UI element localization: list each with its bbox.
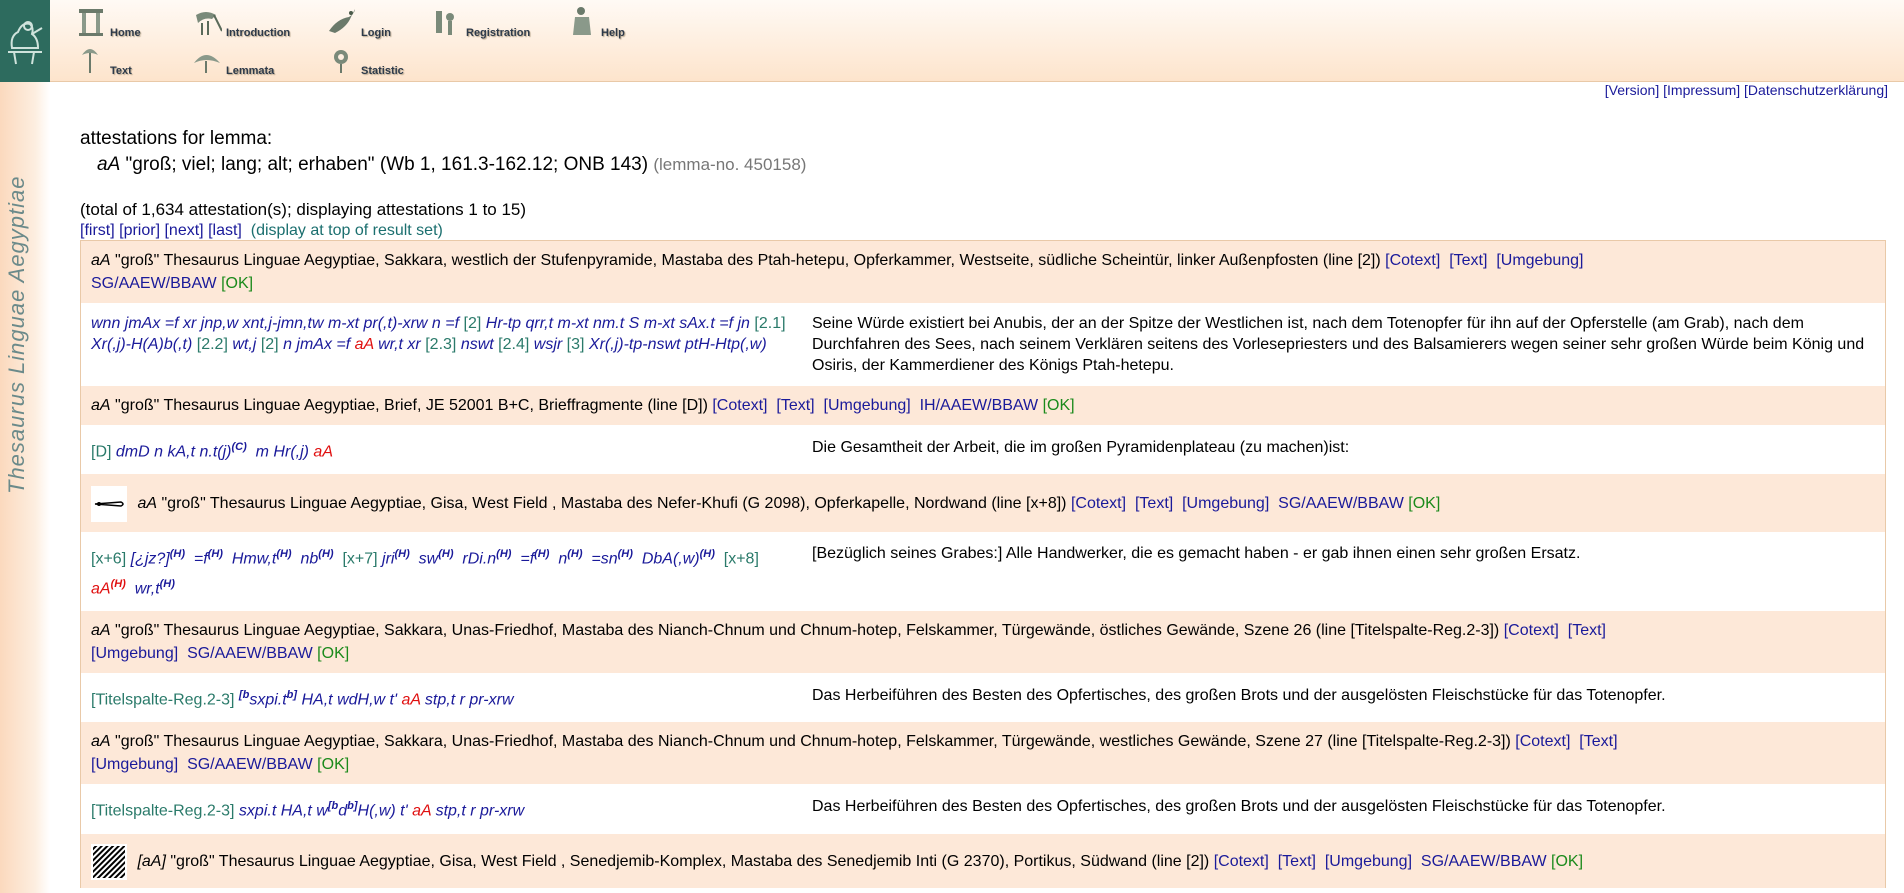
hieroglyph-icon — [91, 486, 127, 522]
cotext-link[interactable]: [Cotext] — [712, 397, 768, 414]
nav-home[interactable] — [76, 5, 141, 39]
papyrus-plant-icon — [76, 43, 106, 77]
cotext-link[interactable]: [Cotext] — [1515, 733, 1571, 751]
ok-status: [OK] — [317, 756, 350, 774]
pager-prior[interactable]: [prior] — [119, 222, 161, 239]
sidebar-title: Thesaurus Linguae Aegyptiae — [4, 175, 29, 494]
tla-logo[interactable] — [0, 0, 50, 82]
umgebung-link[interactable]: [Umgebung] — [823, 397, 911, 414]
attestation-row — [81, 784, 1885, 833]
cotext-link[interactable]: [Cotext] — [1213, 852, 1269, 870]
lemma-number: (lemma-no. 450158) — [653, 155, 807, 174]
hieroglyph-thumbnail[interactable] — [91, 844, 127, 880]
attestation-lemma: aA — [91, 733, 111, 751]
attestation-header — [81, 241, 1885, 303]
ok-status: [OK] — [221, 275, 254, 292]
nav-text-label: Text — [110, 65, 132, 77]
privacy-link[interactable]: [Datenschutzerklärung] — [1744, 82, 1888, 98]
umgebung-link[interactable]: [Umgebung] — [91, 644, 179, 662]
attestation-header — [81, 834, 1885, 888]
nav-registration-label: Registration — [466, 27, 531, 39]
main-content — [80, 128, 1886, 240]
impressum-link[interactable]: [Impressum] — [1663, 82, 1741, 98]
text-link[interactable]: [Text] — [1277, 852, 1316, 870]
pager-first[interactable]: [first] — [80, 222, 115, 239]
transliteration: [x+6] [¿jz?]$^{(H)}$ $=f^{(H)}$ $Hmw,t^{(H)}$ $nb^{(H)}$ [x+7] jri$^{(H)}$ $sw^{(H)}$ $rDi.n^{(H)} =f^{(H)}$ $n^{(H)} =sn^{(H)}$ $DbA(,w)^{(H)}$ [x+8] $aA^{(H)}$ $wr,t^{(H)}$ — [91, 548, 759, 597]
attestation-lemma: aA — [91, 621, 111, 639]
editor-link[interactable]: SG/AAEW/BBAW — [187, 756, 313, 774]
editor-link[interactable]: SG/AAEW/BBAW — [91, 275, 217, 292]
attestation-lemma: aA — [91, 252, 111, 269]
transliteration: [Titelspalte-Reg.2-3] sxpi.t HA,t $w^{[b}d^{b]}H(,w)$ t' aA stp,t r pr-xrw — [91, 800, 525, 820]
lotus-icon — [192, 43, 222, 77]
lemma-heading — [80, 154, 1886, 176]
scribe-tools-icon — [432, 5, 462, 39]
ibis-icon — [192, 5, 222, 39]
pager-last[interactable]: [last] — [208, 222, 242, 239]
attestation-lemma: [aA] — [137, 852, 166, 870]
transliteration: wnn jmAx =f xr jnp,w xnt,j-jmn,tw m-xt pr(,t)-xrw n =f [2] Hr-tp qrr,t m-xt nm.t S m-xt sAx.t =f jn [2.1] Xr(,j)-H(A)b(,t) [2.2] wt,j [2] n jmAx =f aA wr,t xr [2.3] nswt [2.4] wsjr [3] Xr(,j)-tp-nswt ptH-Htp(,w) — [91, 315, 786, 353]
hatched-lacuna-icon — [91, 844, 127, 880]
pager-next[interactable]: [next] — [164, 222, 204, 239]
lemma-meaning: "groß; viel; lang; alt; erhaben" (Wb 1, 161.3-162.12; ONB 143) — [125, 154, 649, 175]
attestation-header — [81, 386, 1885, 425]
nav-lemmata[interactable] — [192, 43, 274, 77]
translation: Die Gesamtheit der Arbeit, die im großen Pyramidenplateau (zu machen)ist: — [812, 439, 1350, 456]
cotext-link[interactable]: [Cotext] — [1385, 252, 1441, 269]
highlighted-lemma: aA — [354, 336, 374, 353]
scribe-logo-icon — [4, 8, 46, 72]
left-sidebar — [0, 82, 50, 893]
cotext-link[interactable]: [Cotext] — [1070, 495, 1127, 513]
attestation-row — [81, 532, 1885, 611]
attestation-source: "groß" Thesaurus Linguae Aegyptiae, Sakkara, Unas-Friedhof, Mastaba des Nianch-Chnum und Chnum-hotep, Felskammer, Türgewände, westliches Gewände, Szene 27 (line [Titelspalte-Reg.2-3]) — [115, 733, 1511, 751]
translation: Das Herbeiführen des Besten des Opfertisches, des großen Brots und der ausgelösten Fleischstücke für das Totenopfer. — [812, 798, 1666, 816]
nav-lemmata-label: Lemmata — [226, 65, 275, 77]
ok-status: [OK] — [317, 644, 350, 662]
translation: [Bezüglich seines Grabes:] Alle Handwerker, die es gemacht haben - er gab ihnen einen sehr großen Ersatz. — [812, 545, 1581, 563]
version-link[interactable]: [Version] — [1604, 82, 1660, 98]
nav-login[interactable] — [327, 5, 391, 39]
top-links — [1605, 82, 1888, 98]
attestation-lemma: aA — [91, 397, 111, 414]
nav-introduction[interactable] — [192, 5, 290, 39]
editor-link[interactable]: SG/AAEW/BBAW — [187, 644, 313, 662]
highlighted-lemma: aA — [401, 691, 421, 709]
nav-text[interactable] — [76, 43, 132, 77]
translation: Seine Würde existiert bei Anubis, der an der Spitze der Westlichen ist, nach dem Totenopfer für ihn auf der Opferstelle (am Grab), nach dem Durchfahren des Sees, nach seinem Verklären seitens des Vorlesepriesters und des Balsamierers wegen seiner sehr großen Würde beim König und Osiris, der Kammerdiener des Königs Ptah-hetepu. — [812, 315, 1865, 374]
text-link[interactable]: [Text] — [1449, 252, 1488, 269]
translation: Das Herbeiführen des Besten des Opfertisches, des großen Brots und der ausgelösten Fleischstücke für das Totenopfer. — [812, 686, 1666, 704]
hieroglyph-thumbnail[interactable] — [91, 486, 127, 522]
attestation-header — [81, 611, 1885, 673]
attestation-row — [81, 303, 1885, 386]
editor-link[interactable]: IH/AAEW/BBAW — [919, 397, 1039, 414]
text-link[interactable]: [Text] — [1579, 733, 1618, 751]
nav-login-label: Login — [361, 27, 391, 39]
editor-link[interactable]: SG/AAEW/BBAW — [1278, 495, 1404, 513]
nav-help-label: Help — [601, 27, 625, 39]
kneeling-figure-icon — [567, 5, 597, 39]
umgebung-link[interactable]: [Umgebung] — [1182, 495, 1270, 513]
ok-status: [OK] — [1042, 397, 1075, 414]
nav-statistic-label: Statistic — [361, 65, 404, 77]
pager-display-note: (display at top of result set) — [250, 222, 443, 239]
ok-status: [OK] — [1551, 852, 1584, 870]
nav-home-label: Home — [110, 27, 141, 39]
flower-icon — [327, 43, 357, 77]
cotext-link[interactable]: [Cotext] — [1503, 621, 1559, 639]
text-link[interactable]: [Text] — [1134, 495, 1174, 513]
nav-help[interactable] — [567, 5, 625, 39]
nav-introduction-label: Introduction — [226, 27, 291, 39]
highlighted-lemma: aA — [91, 579, 111, 597]
temple-icon — [76, 5, 106, 39]
attestation-row — [81, 673, 1885, 722]
umgebung-link[interactable]: [Umgebung] — [91, 756, 179, 774]
bird-icon — [327, 5, 357, 39]
attestation-source: "groß" Thesaurus Linguae Aegyptiae, Gisa, West Field , Mastaba des Nefer-Khufi (G 2098), Opferkapelle, Nordwand (line [x+8]) — [161, 495, 1067, 513]
nav-statistic[interactable] — [327, 43, 404, 77]
attestation-header — [81, 474, 1885, 532]
lemma-transliteration: aA — [97, 154, 121, 175]
top-navigation-bar — [0, 0, 1904, 82]
attestation-header — [81, 722, 1885, 784]
text-link[interactable]: [Text] — [776, 397, 815, 414]
editor-link[interactable]: SG/AAEW/BBAW — [1420, 852, 1547, 870]
attestation-source: "groß" Thesaurus Linguae Aegyptiae, Sakkara, Unas-Friedhof, Mastaba des Nianch-Chnum und Chnum-hotep, Felskammer, Türgewände, östliches Gewände, Szene 26 (line [Titelspalte-Reg.2-3]) — [115, 621, 1500, 639]
nav-registration[interactable] — [432, 5, 530, 39]
highlighted-lemma: aA — [313, 443, 333, 461]
umgebung-link[interactable]: [Umgebung] — [1496, 252, 1584, 269]
result-summary: (total of 1,634 attestation(s); displaying attestations 1 to 15) — [80, 200, 527, 219]
page-title: attestations for lemma: — [80, 128, 273, 149]
text-link[interactable]: [Text] — [1567, 621, 1606, 639]
attestation-list — [80, 240, 1886, 888]
umgebung-link[interactable]: [Umgebung] — [1324, 852, 1413, 870]
attestation-source: "groß" Thesaurus Linguae Aegyptiae, Brief, JE 52001 B+C, Brieffragmente (line [D]) — [115, 397, 708, 414]
attestation-source: "groß" Thesaurus Linguae Aegyptiae, Sakkara, westlich der Stufenpyramide, Mastaba des Ptah-hetepu, Opferkammer, Westseite, südliche Scheintür, linker Außenpfosten (line [2]) — [115, 252, 1381, 269]
transliteration: [Titelspalte-Reg.2-3] $^{[b}sxpi.t^{b]}$ HA,t wdH,w t' aA stp,t r pr-xrw — [91, 688, 514, 709]
attestation-row — [81, 425, 1885, 474]
attestation-lemma: aA — [137, 495, 158, 513]
transliteration: [D] dmD n kA,t $n.t(j)^{(C)}$ m Hr(,j) aA — [91, 441, 333, 461]
pager — [80, 222, 1886, 240]
ok-status: [OK] — [1408, 495, 1441, 513]
attestation-source: "groß" Thesaurus Linguae Aegyptiae, Gisa, West Field , Senedjemib-Komplex, Mastaba des Senedjemib Inti (G 2370), Portikus, Südwand (line [2]) — [170, 852, 1210, 870]
highlighted-lemma: aA — [412, 802, 432, 820]
